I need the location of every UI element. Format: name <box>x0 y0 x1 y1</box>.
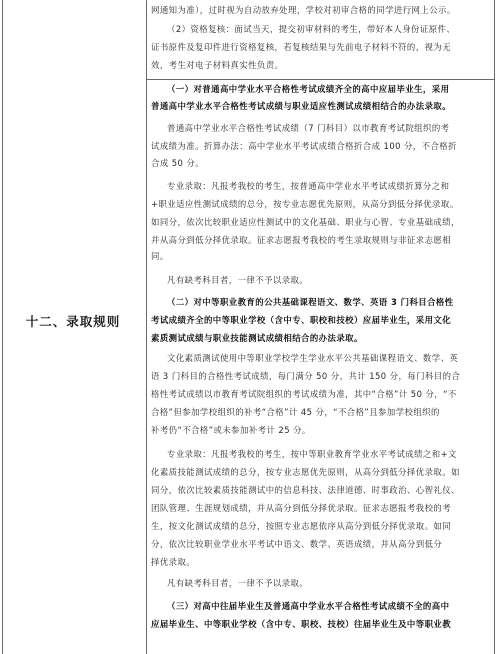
text-line: 如同分，依次比较职业适应性测试中的文化基础、职业与心智、专业基础成绩， <box>151 217 460 227</box>
text-line: 专业录取：凡报考我校的考生，按普通高中学业水平考试成绩折算分之和 <box>167 181 450 191</box>
text-line: 语 3 门科目的合格性考试成绩，每门满分 50 分，共计 150 分，每门科目的合 <box>151 371 461 381</box>
text-line: 分，依次比较职业学业水平考试中语文、数学、英语成绩，并从高分到低分 <box>151 539 443 549</box>
text-line: 化素质技能测试成绩的总分，按专业志愿优先原则，从高分到低分择优录取。如 <box>151 467 460 477</box>
text-line: 应届毕业生、中等职业学校（含中专、职校、技校）往届毕业生及中等职业教 <box>151 619 452 629</box>
text-line: 试成绩为准。折算办法：高中学业水平考试成绩合格折合成 100 分，不合格折 <box>151 141 457 151</box>
text-line: 效，考生对电子材料真实性负责。 <box>151 60 284 70</box>
text-line: 普通高中学业水平合格性考试成绩与职业适应性测试成绩相结合的办法录取。 <box>151 101 452 111</box>
text-line: 凡有缺考科目者，一律不予以录取。 <box>167 275 309 285</box>
text-line: （三）对高中往届毕业生及普通高中学业水平合格性考试成绩不全的高中 <box>167 601 450 611</box>
text-line: （2）资格复核：面试当天，提交初审材料的考生，带好本人身份证原件、 <box>167 24 456 34</box>
text-line: 专业录取：凡报考我校的考生，按中等职业教育学业水平考试成绩之和+文 <box>167 449 457 459</box>
table-column-divider <box>146 0 147 654</box>
text-line: 合成 50 分。 <box>151 158 205 168</box>
text-line: 格性考试成绩以市教育考试院组织的考试成绩为准，其中“合格”计 50 分，“不 <box>151 389 457 399</box>
text-line: 团队管理、生涯规划成绩，并从高分到低分择优录取。征求志愿报考我校的考 <box>151 503 452 513</box>
text-line: +职业适应性测试成绩的总分，按专业志愿优先原则，从高分到低分择优录取。 <box>151 199 459 209</box>
text-line: 素质测试成绩与职业技能测试成绩相结合的办法录取。 <box>151 333 363 343</box>
text-line: 考试成绩齐全的中等职业学校（含中专、职校和技校）应届毕业生，采用文化 <box>151 315 452 325</box>
text-line: （一）对普通高中学业水平合格性考试成绩齐全的高中应届毕业生，采用 <box>167 84 450 94</box>
text-line: 补考仍“不合格”或未参加补考计 25 分。 <box>151 425 311 435</box>
text-line: 择优录取。 <box>151 557 196 567</box>
top-cell-text <box>151 0 491 79</box>
text-line: 凡有缺考科目者，一律不予以录取。 <box>167 578 309 588</box>
text-line: 合格”但参加学校组织的补考“合格”计 45 分，“不合格”且参加学校组织的 <box>151 407 440 417</box>
text-line: 普通高中学业水平合格性考试成绩（7 门科目）以市教育考试院组织的考 <box>167 123 450 133</box>
text-line: 文化素质测试使用中等职业学校学生学业水平公共基础课程语文、数学、英 <box>167 353 459 363</box>
row-label-admission-rules: 十二、录取规则 <box>25 314 121 329</box>
text-line: （二）对中等职业教育的公共基础课程语文、数学、英语 3 门科目合格性 <box>167 297 454 307</box>
table-border-right <box>494 0 495 654</box>
text-line: 并从高分到低分择优录取。征求志愿报考我校的考生录取规则与非征求志愿相 <box>151 235 452 245</box>
text-line: 同分，依次比较素质技能测试中的信息科技、法律道德、时事政治、心智礼仪、 <box>151 485 460 495</box>
admission-rules-text <box>151 80 491 654</box>
text-line: 证书原件及复印件进行资格复核，若复核结果与先前电子材料不符的，视为无 <box>151 42 452 52</box>
text-line: 同。 <box>151 251 169 261</box>
text-line: 生，按文化测试成绩的总分，按照专业志愿依序从高分到低分择优录取。如同 <box>151 521 452 531</box>
text-line: 网通知为准），过时视为自动放弃处理，学校对初审合格的同学进行网上公示。 <box>151 5 456 15</box>
